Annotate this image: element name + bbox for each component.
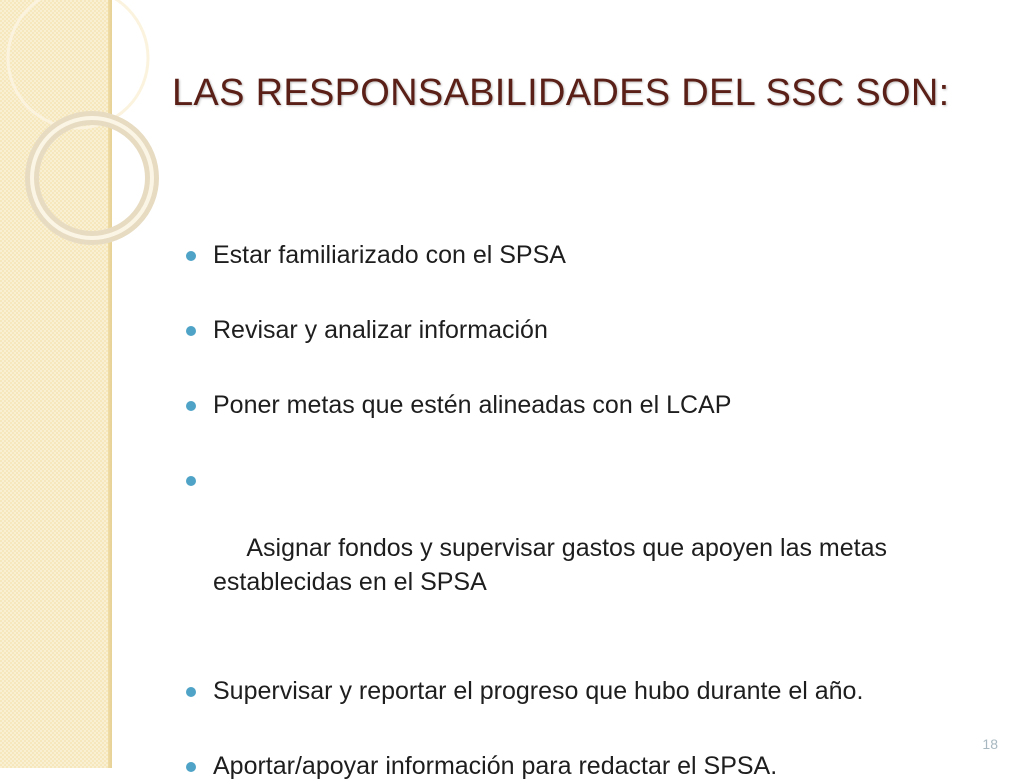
list-item-text: Revisar y analizar información xyxy=(213,316,548,344)
list-item xyxy=(186,749,986,783)
list-item-text: Asignar fondos y supervisar gastos que apoyen las metas establecidas en el SPSA xyxy=(213,534,894,596)
list-item xyxy=(186,238,986,272)
bullet-dot-icon xyxy=(186,401,196,411)
slide-title: LAS RESPONSABILIDADES DEL SSC SON: xyxy=(172,72,950,114)
list-item-text: Supervisar y reportar el progreso que hubo durante el año. xyxy=(213,677,864,705)
list-item-text: Estar familiarizado con el SPSA xyxy=(213,241,566,269)
decorative-ring-upper xyxy=(8,0,148,128)
bullet-dot-icon xyxy=(186,251,196,261)
decorative-rings xyxy=(0,0,160,260)
decorative-ring-lower-highlight xyxy=(32,118,152,238)
list-item-text: Aportar/apoyar información para redactar el SPSA. xyxy=(213,752,778,780)
list-item xyxy=(186,674,986,708)
list-item xyxy=(186,463,986,633)
bullet-dot-icon xyxy=(186,326,196,336)
list-item xyxy=(186,388,986,422)
responsibilities-list xyxy=(186,238,986,783)
list-item xyxy=(186,313,986,347)
bullet-dot-icon xyxy=(186,476,196,486)
page-number: 18 xyxy=(982,736,998,752)
bullet-dot-icon xyxy=(186,687,196,697)
list-item-text: Poner metas que estén alineadas con el LCAP xyxy=(213,391,732,419)
bullet-dot-icon xyxy=(186,762,196,772)
